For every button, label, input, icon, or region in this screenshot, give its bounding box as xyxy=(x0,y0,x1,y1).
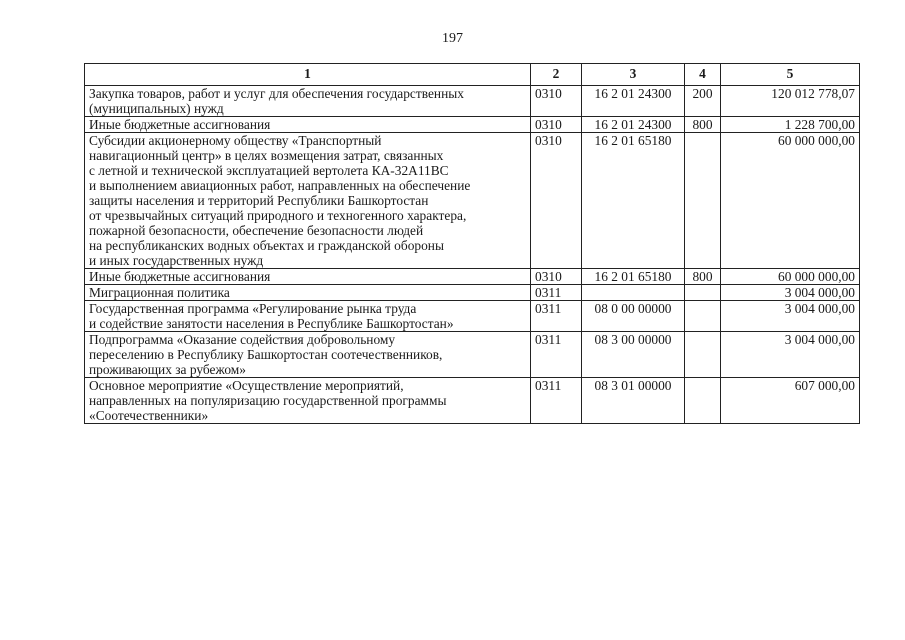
row-target-code: 08 0 00 00000 xyxy=(582,301,685,332)
row-target-code xyxy=(582,285,685,301)
header-name: 1 xyxy=(85,64,531,86)
table-row xyxy=(85,269,860,285)
row-amount: 120 012 778,07 xyxy=(721,86,860,117)
header-expense-type: 4 xyxy=(685,64,721,86)
table-row xyxy=(85,117,860,133)
row-section: 0310 xyxy=(531,86,582,117)
row-target-code: 16 2 01 24300 xyxy=(582,117,685,133)
header-target-code: 3 xyxy=(582,64,685,86)
row-section: 0310 xyxy=(531,133,582,269)
table-header-row xyxy=(85,64,860,86)
table-row xyxy=(85,285,860,301)
row-section: 0311 xyxy=(531,378,582,424)
table-row xyxy=(85,86,860,117)
row-section: 0311 xyxy=(531,301,582,332)
row-expense-type xyxy=(685,301,721,332)
row-expense-type: 200 xyxy=(685,86,721,117)
page-number: 197 xyxy=(442,31,463,46)
header-amount: 5 xyxy=(721,64,860,86)
row-section: 0310 xyxy=(531,269,582,285)
row-name: Иные бюджетные ассигнования xyxy=(85,269,531,285)
row-target-code: 16 2 01 65180 xyxy=(582,269,685,285)
table-row xyxy=(85,332,860,378)
row-target-code: 08 3 00 00000 xyxy=(582,332,685,378)
row-amount: 3 004 000,00 xyxy=(721,301,860,332)
row-section: 0311 xyxy=(531,332,582,378)
row-expense-type xyxy=(685,133,721,269)
row-expense-type: 800 xyxy=(685,117,721,133)
row-target-code: 16 2 01 65180 xyxy=(582,133,685,269)
row-name: Иные бюджетные ассигнования xyxy=(85,117,531,133)
row-amount: 60 000 000,00 xyxy=(721,133,860,269)
header-section: 2 xyxy=(531,64,582,86)
row-name: Миграционная политика xyxy=(85,285,531,301)
table-row xyxy=(85,133,860,269)
table-row xyxy=(85,378,860,424)
row-expense-type xyxy=(685,285,721,301)
budget-table xyxy=(84,63,860,424)
row-name: Основное мероприятие «Осуществление мероприятий, направленных на популяризацию государственной программы «Соотечественники» xyxy=(85,378,531,424)
row-name: Государственная программа «Регулирование рынка труда и содействие занятости населения в Республике Башкортостан» xyxy=(85,301,531,332)
row-amount: 60 000 000,00 xyxy=(721,269,860,285)
row-section: 0311 xyxy=(531,285,582,301)
row-expense-type: 800 xyxy=(685,269,721,285)
row-expense-type xyxy=(685,332,721,378)
row-amount: 3 004 000,00 xyxy=(721,285,860,301)
row-amount: 3 004 000,00 xyxy=(721,332,860,378)
row-name: Подпрограмма «Оказание содействия добровольному переселению в Республику Башкортостан соотечественников, проживающих за рубежом» xyxy=(85,332,531,378)
row-section: 0310 xyxy=(531,117,582,133)
row-target-code: 16 2 01 24300 xyxy=(582,86,685,117)
row-target-code: 08 3 01 00000 xyxy=(582,378,685,424)
row-expense-type xyxy=(685,378,721,424)
row-name: Закупка товаров, работ и услуг для обеспечения государственных (муниципальных) нужд xyxy=(85,86,531,117)
row-amount: 607 000,00 xyxy=(721,378,860,424)
table-row xyxy=(85,301,860,332)
row-name: Субсидии акционерному обществу «Транспортный навигационный центр» в целях возмещения затрат, связанных с летной и технической эксплуатацией вертолета КА-32А11ВС и выполнением авиационных работ, направленных на обеспечение защиты населения и территорий Республики Башкортостан от чрезвычайных ситуаций природного и техногенного характера, пожарной безопасности, обеспечение безопасности людей на республиканских водных объектах и гражданской обороны и иных государственных нужд xyxy=(85,133,531,269)
row-amount: 1 228 700,00 xyxy=(721,117,860,133)
